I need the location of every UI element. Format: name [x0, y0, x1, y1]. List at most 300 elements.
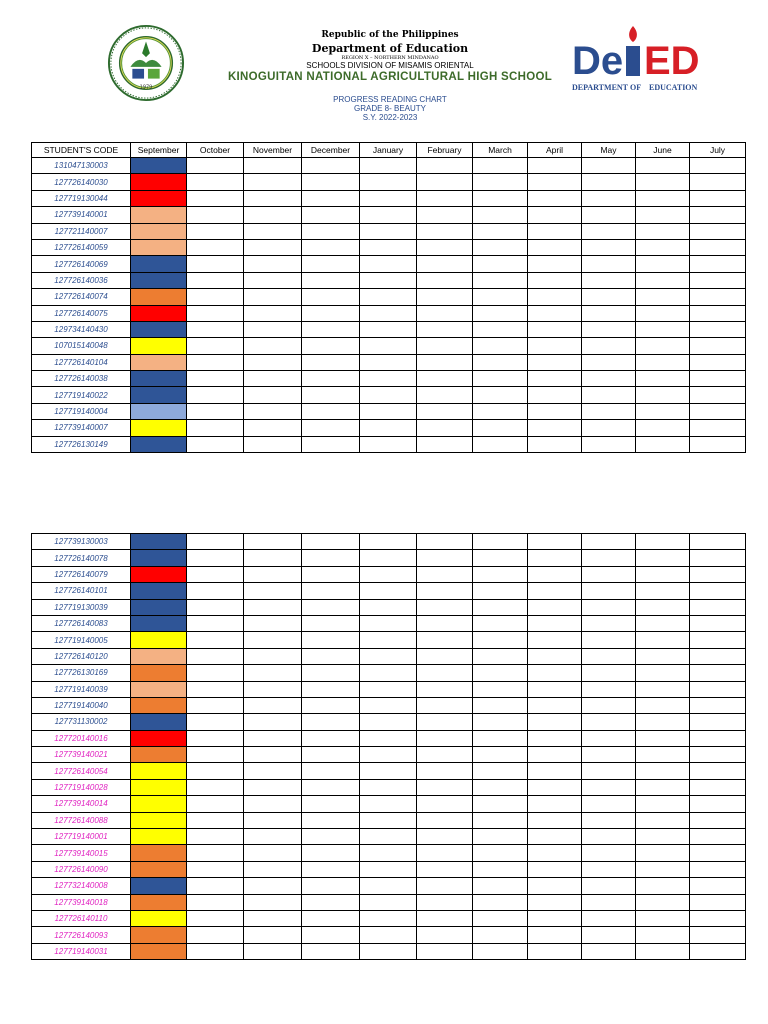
month-cell: [302, 174, 360, 190]
month-cell: [690, 305, 746, 321]
month-cell: [528, 207, 582, 223]
month-cell: [417, 812, 473, 828]
month-cell: [417, 599, 473, 615]
table-row: [32, 223, 746, 239]
month-cell: [473, 387, 528, 403]
month-cell: [528, 861, 582, 877]
month-cell: [187, 829, 244, 845]
table-row: [32, 943, 746, 959]
header-june: June: [636, 143, 690, 158]
month-cell: [690, 338, 746, 354]
month-cell: [417, 338, 473, 354]
month-cell: [187, 730, 244, 746]
student-code-cell: 127720140016: [32, 730, 131, 746]
month-cell: [417, 436, 473, 452]
month-cell: [417, 321, 473, 337]
table-row: [32, 583, 746, 599]
month-cell: [187, 436, 244, 452]
month-cell: [636, 861, 690, 877]
month-cell: [528, 878, 582, 894]
month-cell: [636, 158, 690, 174]
month-cell: [690, 697, 746, 713]
month-cell: [187, 697, 244, 713]
month-cell: [302, 648, 360, 664]
table-row: [32, 550, 746, 566]
student-code-cell: 127726140030: [32, 174, 131, 190]
header-november: November: [244, 143, 302, 158]
month-cell: [360, 714, 417, 730]
month-cell: [636, 894, 690, 910]
student-code-cell: 127726140054: [32, 763, 131, 779]
month-cell: [302, 861, 360, 877]
month-cell: [244, 665, 302, 681]
month-cell: [360, 174, 417, 190]
september-level-cell: [131, 207, 187, 223]
month-cell: [302, 420, 360, 436]
month-cell: [528, 927, 582, 943]
month-cell: [473, 714, 528, 730]
month-cell: [473, 371, 528, 387]
month-cell: [244, 861, 302, 877]
month-cell: [473, 615, 528, 631]
month-cell: [417, 829, 473, 845]
month-cell: [302, 829, 360, 845]
month-cell: [690, 207, 746, 223]
month-cell: [302, 927, 360, 943]
september-level-cell: [131, 239, 187, 255]
month-cell: [244, 697, 302, 713]
month-cell: [360, 878, 417, 894]
month-cell: [636, 829, 690, 845]
month-cell: [582, 566, 636, 582]
september-level-cell: [131, 583, 187, 599]
month-cell: [302, 747, 360, 763]
month-cell: [690, 354, 746, 370]
month-cell: [187, 796, 244, 812]
month-cell: [636, 583, 690, 599]
month-cell: [360, 338, 417, 354]
month-cell: [582, 223, 636, 239]
month-cell: [528, 648, 582, 664]
september-level-cell: [131, 436, 187, 452]
month-cell: [582, 387, 636, 403]
month-cell: [244, 878, 302, 894]
month-cell: [582, 927, 636, 943]
month-cell: [528, 599, 582, 615]
month-cell: [187, 403, 244, 419]
month-cell: [636, 223, 690, 239]
month-cell: [473, 223, 528, 239]
month-cell: [582, 910, 636, 926]
month-cell: [582, 289, 636, 305]
month-cell: [636, 927, 690, 943]
month-cell: [473, 730, 528, 746]
table-row: [32, 632, 746, 648]
month-cell: [528, 730, 582, 746]
month-cell: [417, 207, 473, 223]
month-cell: [582, 763, 636, 779]
month-cell: [636, 387, 690, 403]
month-cell: [417, 387, 473, 403]
month-cell: [690, 550, 746, 566]
table-row: [32, 207, 746, 223]
month-cell: [244, 403, 302, 419]
month-cell: [690, 387, 746, 403]
table-row: [32, 878, 746, 894]
month-cell: [244, 763, 302, 779]
student-code-cell: 127739140007: [32, 420, 131, 436]
september-level-cell: [131, 779, 187, 795]
student-code-cell: 107015140048: [32, 338, 131, 354]
september-level-cell: [131, 665, 187, 681]
header-may: May: [582, 143, 636, 158]
month-cell: [417, 615, 473, 631]
month-cell: [302, 436, 360, 452]
student-code-cell: 131047130003: [32, 158, 131, 174]
month-cell: [244, 894, 302, 910]
month-cell: [417, 910, 473, 926]
table-row: [32, 779, 746, 795]
student-code-cell: 127739140018: [32, 894, 131, 910]
month-cell: [582, 648, 636, 664]
header-april: April: [528, 143, 582, 158]
region-line: REGION X – NORTHERN MINDANAO: [341, 55, 439, 61]
month-cell: [244, 272, 302, 288]
month-cell: [417, 190, 473, 206]
month-cell: [244, 371, 302, 387]
month-cell: [417, 305, 473, 321]
month-cell: [636, 763, 690, 779]
student-code-cell: 127719140004: [32, 403, 131, 419]
month-cell: [528, 665, 582, 681]
month-cell: [636, 697, 690, 713]
month-cell: [302, 730, 360, 746]
month-cell: [302, 681, 360, 697]
student-code-cell: 127726140120: [32, 648, 131, 664]
month-cell: [187, 763, 244, 779]
table-row: [32, 747, 746, 763]
month-cell: [244, 387, 302, 403]
month-cell: [473, 534, 528, 550]
month-cell: [302, 894, 360, 910]
table-row: [32, 566, 746, 582]
month-cell: [528, 829, 582, 845]
september-level-cell: [131, 272, 187, 288]
month-cell: [473, 878, 528, 894]
student-code-cell: 127739130003: [32, 534, 131, 550]
student-code-cell: 127726140074: [32, 289, 131, 305]
month-cell: [187, 845, 244, 861]
month-cell: [582, 158, 636, 174]
month-cell: [690, 730, 746, 746]
table-row: [32, 812, 746, 828]
september-level-cell: [131, 289, 187, 305]
month-cell: [302, 845, 360, 861]
month-cell: [302, 697, 360, 713]
month-cell: [690, 714, 746, 730]
svg-text:EDUCATION: EDUCATION: [649, 83, 698, 92]
month-cell: [302, 158, 360, 174]
september-level-cell: [131, 599, 187, 615]
month-cell: [244, 730, 302, 746]
month-cell: [528, 436, 582, 452]
table-row: [32, 338, 746, 354]
september-level-cell: [131, 714, 187, 730]
month-cell: [636, 599, 690, 615]
month-cell: [473, 599, 528, 615]
month-cell: [244, 845, 302, 861]
department-line: Department of Education: [311, 42, 469, 55]
month-cell: [244, 566, 302, 582]
month-cell: [187, 158, 244, 174]
month-cell: [690, 289, 746, 305]
month-cell: [690, 665, 746, 681]
month-cell: [244, 829, 302, 845]
month-cell: [582, 534, 636, 550]
month-cell: [244, 420, 302, 436]
month-cell: [417, 534, 473, 550]
september-level-cell: [131, 321, 187, 337]
september-level-cell: [131, 894, 187, 910]
month-cell: [244, 321, 302, 337]
table-row: [32, 845, 746, 861]
month-cell: [636, 534, 690, 550]
table-header-row: [32, 143, 746, 158]
month-cell: [244, 534, 302, 550]
month-cell: [360, 354, 417, 370]
month-cell: [244, 289, 302, 305]
month-cell: [636, 812, 690, 828]
month-cell: [244, 305, 302, 321]
month-cell: [187, 338, 244, 354]
month-cell: [302, 943, 360, 959]
month-cell: [582, 403, 636, 419]
month-cell: [360, 894, 417, 910]
month-cell: [690, 321, 746, 337]
month-cell: [360, 648, 417, 664]
month-cell: [473, 190, 528, 206]
month-cell: [244, 550, 302, 566]
september-level-cell: [131, 747, 187, 763]
month-cell: [187, 927, 244, 943]
month-cell: [473, 681, 528, 697]
month-cell: [690, 796, 746, 812]
month-cell: [187, 174, 244, 190]
month-cell: [187, 272, 244, 288]
september-level-cell: [131, 420, 187, 436]
month-cell: [690, 223, 746, 239]
month-cell: [690, 648, 746, 664]
month-cell: [302, 665, 360, 681]
month-cell: [528, 289, 582, 305]
month-cell: [187, 223, 244, 239]
month-cell: [187, 387, 244, 403]
month-cell: [417, 763, 473, 779]
month-cell: [360, 730, 417, 746]
month-cell: [417, 174, 473, 190]
student-code-cell: 127726140036: [32, 272, 131, 288]
month-cell: [302, 305, 360, 321]
month-cell: [582, 256, 636, 272]
month-cell: [636, 354, 690, 370]
month-cell: [582, 207, 636, 223]
month-cell: [528, 779, 582, 795]
september-level-cell: [131, 829, 187, 845]
month-cell: [244, 354, 302, 370]
month-cell: [582, 615, 636, 631]
table-row: [32, 714, 746, 730]
month-cell: [636, 272, 690, 288]
month-cell: [582, 697, 636, 713]
month-cell: [636, 615, 690, 631]
month-cell: [417, 927, 473, 943]
month-cell: [582, 796, 636, 812]
month-cell: [187, 599, 244, 615]
month-cell: [360, 387, 417, 403]
svg-text:ED: ED: [644, 39, 700, 83]
month-cell: [187, 632, 244, 648]
month-cell: [690, 599, 746, 615]
month-cell: [417, 796, 473, 812]
month-cell: [582, 829, 636, 845]
student-code-cell: 127726130169: [32, 665, 131, 681]
month-cell: [417, 845, 473, 861]
student-code-cell: 127726140083: [32, 615, 131, 631]
month-cell: [690, 927, 746, 943]
month-cell: [582, 550, 636, 566]
svg-text:De: De: [572, 39, 624, 83]
month-cell: [473, 894, 528, 910]
month-cell: [528, 714, 582, 730]
student-code-cell: 127719140022: [32, 387, 131, 403]
table-row: [32, 436, 746, 452]
month-cell: [417, 894, 473, 910]
month-cell: [528, 305, 582, 321]
month-cell: [360, 403, 417, 419]
table-row: [32, 387, 746, 403]
september-level-cell: [131, 174, 187, 190]
month-cell: [473, 665, 528, 681]
month-cell: [360, 223, 417, 239]
chart-title: PROGRESS READING CHART: [333, 95, 447, 104]
month-cell: [528, 681, 582, 697]
month-cell: [473, 861, 528, 877]
month-cell: [360, 158, 417, 174]
month-cell: [473, 583, 528, 599]
september-level-cell: [131, 387, 187, 403]
table-row: [32, 305, 746, 321]
month-cell: [528, 894, 582, 910]
september-level-cell: [131, 681, 187, 697]
month-cell: [636, 174, 690, 190]
september-level-cell: [131, 796, 187, 812]
month-cell: [636, 321, 690, 337]
month-cell: [473, 697, 528, 713]
month-cell: [187, 665, 244, 681]
table-row: [32, 272, 746, 288]
month-cell: [302, 534, 360, 550]
month-cell: [582, 714, 636, 730]
student-code-cell: 127719140040: [32, 697, 131, 713]
month-cell: [244, 158, 302, 174]
month-cell: [360, 779, 417, 795]
month-cell: [417, 239, 473, 255]
month-cell: [582, 681, 636, 697]
month-cell: [582, 305, 636, 321]
month-cell: [690, 566, 746, 582]
month-cell: [582, 812, 636, 828]
month-cell: [417, 289, 473, 305]
month-cell: [417, 730, 473, 746]
month-cell: [244, 599, 302, 615]
month-cell: [187, 207, 244, 223]
month-cell: [473, 845, 528, 861]
month-cell: [302, 763, 360, 779]
month-cell: [473, 648, 528, 664]
month-cell: [690, 158, 746, 174]
month-cell: [244, 747, 302, 763]
month-cell: [528, 174, 582, 190]
month-cell: [473, 943, 528, 959]
month-cell: [302, 371, 360, 387]
month-cell: [528, 190, 582, 206]
month-cell: [528, 796, 582, 812]
month-cell: [690, 943, 746, 959]
month-cell: [690, 861, 746, 877]
month-cell: [636, 730, 690, 746]
month-cell: [582, 747, 636, 763]
month-cell: [187, 812, 244, 828]
month-cell: [582, 321, 636, 337]
month-cell: [302, 779, 360, 795]
month-cell: [582, 665, 636, 681]
month-cell: [417, 403, 473, 419]
header-march: March: [473, 143, 528, 158]
month-cell: [360, 763, 417, 779]
september-level-cell: [131, 697, 187, 713]
month-cell: [473, 550, 528, 566]
month-cell: [582, 632, 636, 648]
month-cell: [473, 747, 528, 763]
table-row: [32, 321, 746, 337]
month-cell: [528, 354, 582, 370]
table-row: [32, 665, 746, 681]
september-level-cell: [131, 534, 187, 550]
school-name: KINOGUITAN NATIONAL AGRICULTURAL HIGH SCHOOL: [227, 71, 553, 83]
september-level-cell: [131, 763, 187, 779]
month-cell: [636, 436, 690, 452]
student-code-cell: 127719140028: [32, 779, 131, 795]
month-cell: [360, 615, 417, 631]
month-cell: [528, 158, 582, 174]
month-cell: [690, 272, 746, 288]
month-cell: [528, 338, 582, 354]
september-level-cell: [131, 632, 187, 648]
month-cell: [636, 665, 690, 681]
month-cell: [360, 665, 417, 681]
september-level-cell: [131, 648, 187, 664]
month-cell: [690, 747, 746, 763]
month-cell: [582, 878, 636, 894]
grade-section: GRADE 8- BEAUTY: [353, 104, 426, 113]
month-cell: [636, 943, 690, 959]
table-row: [32, 910, 746, 926]
student-code-cell: 127726140101: [32, 583, 131, 599]
month-cell: [473, 403, 528, 419]
month-cell: [690, 190, 746, 206]
month-cell: [360, 566, 417, 582]
student-code-cell: 127719130044: [32, 190, 131, 206]
